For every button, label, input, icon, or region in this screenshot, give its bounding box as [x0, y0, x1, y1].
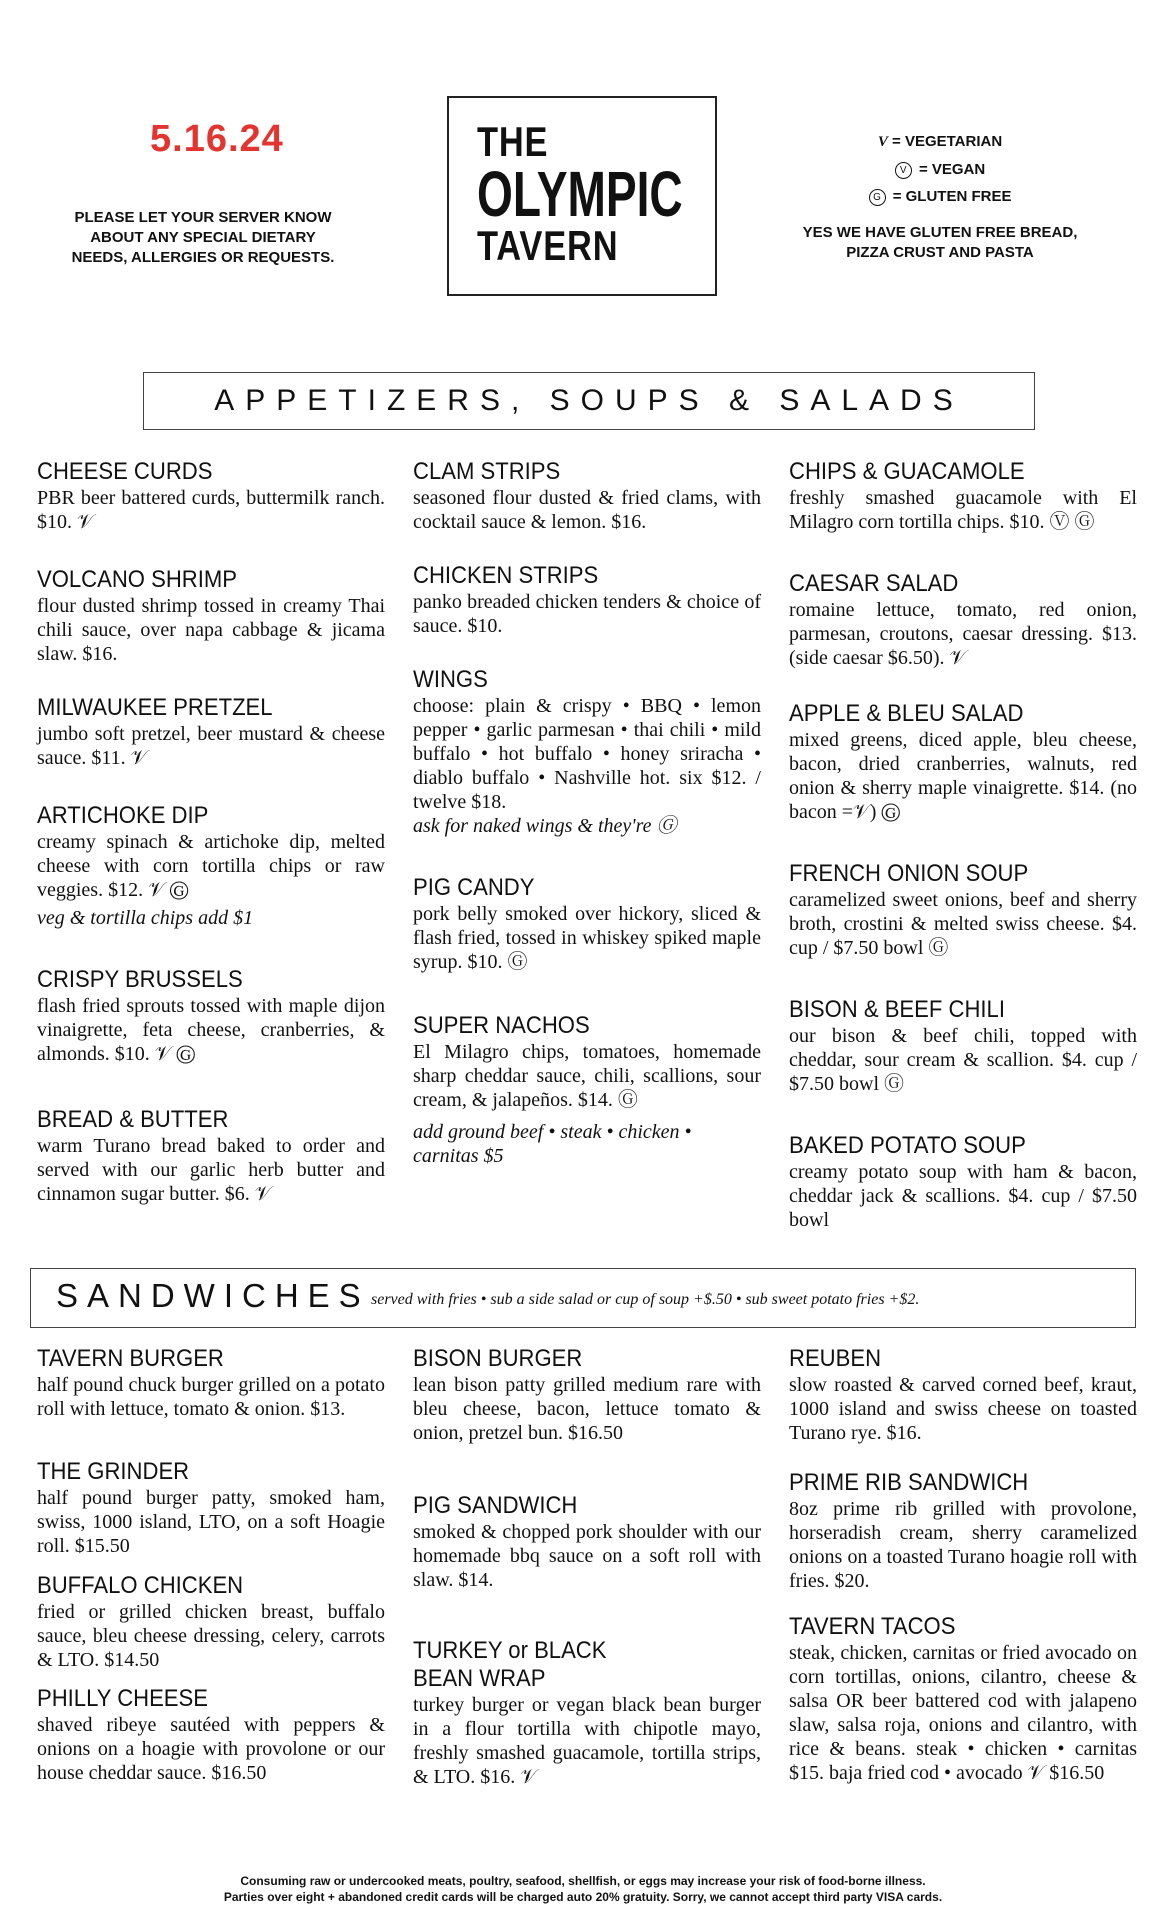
- item-name: CLAM STRIPS: [413, 458, 561, 485]
- legend-vegetarian: [790, 128, 1090, 156]
- menu-item: [37, 1685, 385, 1785]
- restaurant-logo: [447, 96, 717, 296]
- legend-vegan: [790, 156, 1090, 183]
- sandwiches-section-title: SANDWICHES: [56, 1277, 370, 1314]
- item-description: steak, chicken, carnitas or fried avocado on corn tortillas, onions, cilantro, cheese & salsa OR beer battered cod with jalapeno slaw, salsa roja, onions and cilantro, with rice & beans. steak • chicken • carnitas $15. baja fried cod • avocado 𝒱 $16.50: [789, 1642, 1137, 1784]
- item-name: WINGS: [413, 666, 488, 693]
- menu-item: [789, 700, 1137, 860]
- item-name: PRIME RIB SANDWICH: [789, 1469, 1029, 1496]
- item-name: BAKED POTATO SOUP: [789, 1132, 1026, 1159]
- item-description: seasoned flour dusted & fried clams, with cocktail sauce & lemon. $16.: [413, 487, 761, 533]
- sandwiches-section-header: [30, 1268, 1136, 1328]
- sandwiches-column-2: [413, 1345, 761, 1789]
- item-name: FRENCH ONION SOUP: [789, 860, 1029, 887]
- menu-item: [789, 570, 1137, 700]
- item-description: slow roasted & carved corned beef, kraut, 1000 island and swiss cheese on toasted Turano rye. $16.: [789, 1374, 1137, 1444]
- item-description: romaine lettuce, tomato, red onion, parmesan, croutons, caesar dressing. $13. (side caesar $6.50). 𝒱: [789, 599, 1137, 669]
- disclaimer-line: Consuming raw or undercooked meats, poultry, seafood, shellfish, or eggs may increase your risk of food-borne illness.: [240, 1874, 926, 1888]
- item-name: BISON & BEEF CHILI: [789, 996, 1005, 1023]
- item-name: TAVERN BURGER: [37, 1345, 224, 1372]
- item-name: PHILLY CHEESE: [37, 1685, 208, 1712]
- legend-label: = VEGAN: [918, 161, 986, 178]
- menu-item: [413, 458, 761, 562]
- menu-item: [789, 996, 1137, 1132]
- item-description: choose: plain & crispy • BBQ • lemon pepper • garlic parmesan • thai chili • mild buffalo • hot buffalo • honey sriracha • diablo buffalo • Nashville hot. six $12. / twelve $18.: [413, 695, 761, 813]
- menu-item: [789, 1469, 1137, 1613]
- item-name: BUFFALO CHICKEN: [37, 1572, 244, 1599]
- item-description: mixed greens, diced apple, bleu cheese, bacon, dried cranberries, walnuts, red onion & sherry maple vinaigrette. $14. (no bacon =𝒱) Ⓖ: [789, 729, 1137, 823]
- menu-item: [37, 1106, 385, 1206]
- item-description: freshly smashed guacamole with El Milagro corn tortilla chips. $10. Ⓥ Ⓖ: [789, 487, 1137, 533]
- appetizers-column-2: [413, 458, 761, 1168]
- legend-gluten-free: [790, 183, 1090, 210]
- appetizers-column-1: [37, 458, 385, 1206]
- item-description: creamy spinach & artichoke dip, melted cheese with corn tortilla chips or raw veggies. $12. 𝒱 Ⓖ: [37, 831, 385, 901]
- item-name: BREAD & BUTTER: [37, 1106, 229, 1133]
- menu-item: [413, 874, 761, 1012]
- item-addon: ask for naked wings & they're Ⓖ: [413, 815, 677, 837]
- gluten-note-line: YES WE HAVE GLUTEN FREE BREAD,: [802, 224, 1078, 241]
- item-description: smoked & chopped pork shoulder with our homemade bbq sauce on a soft roll with slaw. $14.: [413, 1521, 761, 1591]
- dietary-note-line: PLEASE LET YOUR SERVER KNOW: [74, 209, 332, 226]
- item-name: REUBEN: [789, 1345, 882, 1372]
- item-description: half pound chuck burger grilled on a potato roll with lettuce, tomato & onion. $13.: [37, 1374, 385, 1420]
- gluten-free-icon: G: [869, 189, 886, 206]
- menu-item: [37, 1572, 385, 1685]
- menu-item: [413, 1012, 761, 1168]
- menu-item: [37, 1345, 385, 1458]
- item-name: CHIPS & GUACAMOLE: [789, 458, 1025, 485]
- item-description: our bison & beef chili, topped with cheddar, sour cream & scallion. $4. cup / $7.50 bowl Ⓖ: [789, 1025, 1137, 1095]
- diet-legend: [790, 128, 1090, 210]
- item-description: panko breaded chicken tenders & choice of sauce. $10.: [413, 591, 761, 637]
- menu-item: [37, 458, 385, 566]
- item-description: pork belly smoked over hickory, sliced & flash fried, tossed in whiskey spiked maple syrup. $10. Ⓖ: [413, 903, 761, 973]
- logo-line: THE: [477, 118, 549, 165]
- item-name: MILWAUKEE PRETZEL: [37, 694, 273, 721]
- gluten-note-line: PIZZA CRUST AND PASTA: [846, 244, 1034, 261]
- menu-item: [413, 666, 761, 874]
- dietary-note-line: ABOUT ANY SPECIAL DIETARY: [90, 229, 316, 246]
- logo-line: TAVERN: [477, 222, 619, 269]
- menu-item: [37, 566, 385, 694]
- item-addon: add ground beef • steak • chicken • carnitas $5: [413, 1121, 692, 1167]
- disclaimer: [0, 1873, 1166, 1905]
- item-name: CAESAR SALAD: [789, 570, 959, 597]
- disclaimer-line: Parties over eight + abandoned credit cards will be charged auto 20% gratuity. Sorry, we cannot accept third party VISA cards.: [223, 1890, 943, 1904]
- item-name: VOLCANO SHRIMP: [37, 566, 237, 593]
- item-name: APPLE & BLEU SALAD: [789, 700, 1024, 727]
- item-description: lean bison patty grilled medium rare with bleu cheese, bacon, lettuce tomato & onion, pretzel bun. $16.50: [413, 1374, 761, 1444]
- vegetarian-icon: V: [877, 134, 888, 150]
- menu-date: 5.16.24: [150, 118, 284, 160]
- item-name: CHICKEN STRIPS: [413, 562, 599, 589]
- gluten-free-note: [790, 223, 1090, 263]
- menu-item: [789, 458, 1137, 570]
- item-name: PIG CANDY: [413, 874, 535, 901]
- item-name: CRISPY BRUSSELS: [37, 966, 243, 993]
- menu-item: [413, 1345, 761, 1492]
- item-description: half pound burger patty, smoked ham, swiss, 1000 island, LTO, on a soft Hoagie roll. $15.50: [37, 1487, 385, 1557]
- menu-item: [37, 1458, 385, 1572]
- item-description: PBR beer battered curds, buttermilk ranch. $10. 𝒱: [37, 487, 385, 533]
- item-description: 8oz prime rib grilled with provolone, horseradish cream, sherry caramelized onions on a toasted Turano hoagie roll with fries. $20.: [789, 1498, 1137, 1592]
- legend-label: = GLUTEN FREE: [892, 188, 1012, 205]
- appetizers-section-title: APPETIZERS, SOUPS & SALADS: [143, 372, 1035, 430]
- item-description: jumbo soft pretzel, beer mustard & cheese sauce. $11. 𝒱: [37, 723, 385, 769]
- vegan-icon: V: [895, 162, 912, 179]
- menu-item: [789, 1132, 1137, 1232]
- item-description: flash fried sprouts tossed with maple dijon vinaigrette, feta cheese, cranberries, & almonds. $10. 𝒱 Ⓖ: [37, 995, 385, 1065]
- item-name: TURKEY or BLACK BEAN WRAP: [413, 1637, 607, 1692]
- item-name: TAVERN TACOS: [789, 1613, 956, 1640]
- dietary-note-line: NEEDS, ALLERGIES OR REQUESTS.: [71, 249, 335, 266]
- sandwiches-note: served with fries • sub a side salad or cup of soup +$.50 • sub sweet potato fries +$2.: [371, 1291, 920, 1308]
- menu-item: [413, 562, 761, 666]
- item-name: PIG SANDWICH: [413, 1492, 578, 1519]
- dietary-note: [68, 208, 338, 268]
- menu-item: [789, 1613, 1137, 1785]
- item-description: flour dusted shrimp tossed in creamy Thai chili sauce, over napa cabbage & jicama slaw. $16.: [37, 595, 385, 665]
- menu-item: [37, 802, 385, 966]
- item-addon: veg & tortilla chips add $1: [37, 907, 254, 929]
- menu-item: [789, 1345, 1137, 1469]
- item-name: CHEESE CURDS: [37, 458, 213, 485]
- item-description: creamy potato soup with ham & bacon, cheddar jack & scallions. $4. cup / $7.50 bowl: [789, 1161, 1137, 1231]
- item-description: caramelized sweet onions, beef and sherry broth, crostini & melted swiss cheese. $4. cup / $7.50 bowl Ⓖ: [789, 889, 1137, 959]
- sandwiches-column-3: [789, 1345, 1137, 1785]
- logo-line: OLYMPIC: [477, 158, 683, 230]
- item-description: warm Turano bread baked to order and served with our garlic herb butter and cinnamon sugar butter. $6. 𝒱: [37, 1135, 385, 1205]
- item-description: shaved ribeye sautéed with peppers & onions on a hoagie with provolone or our house cheddar sauce. $16.50: [37, 1714, 385, 1784]
- item-name: ARTICHOKE DIP: [37, 802, 209, 829]
- item-description: El Milagro chips, tomatoes, homemade sharp cheddar sauce, chili, scallions, sour cream, & jalapeños. $14. Ⓖ: [413, 1041, 761, 1111]
- appetizers-column-3: [789, 458, 1137, 1232]
- sandwiches-column-1: [37, 1345, 385, 1785]
- item-name: THE GRINDER: [37, 1458, 190, 1485]
- menu-item: [37, 966, 385, 1106]
- item-description: fried or grilled chicken breast, buffalo sauce, bleu cheese dressing, celery, carrots & LTO. $14.50: [37, 1601, 385, 1671]
- legend-label: = VEGETARIAN: [892, 133, 1003, 150]
- item-name: SUPER NACHOS: [413, 1012, 590, 1039]
- menu-item: [37, 694, 385, 802]
- item-description: turkey burger or vegan black bean burger in a flour tortilla with chipotle mayo, freshly smashed guacamole, tortilla strips, & LTO. $16. 𝒱: [413, 1694, 761, 1788]
- menu-item: [413, 1492, 761, 1637]
- menu-item: [413, 1637, 761, 1789]
- menu-item: [789, 860, 1137, 996]
- item-name: BISON BURGER: [413, 1345, 583, 1372]
